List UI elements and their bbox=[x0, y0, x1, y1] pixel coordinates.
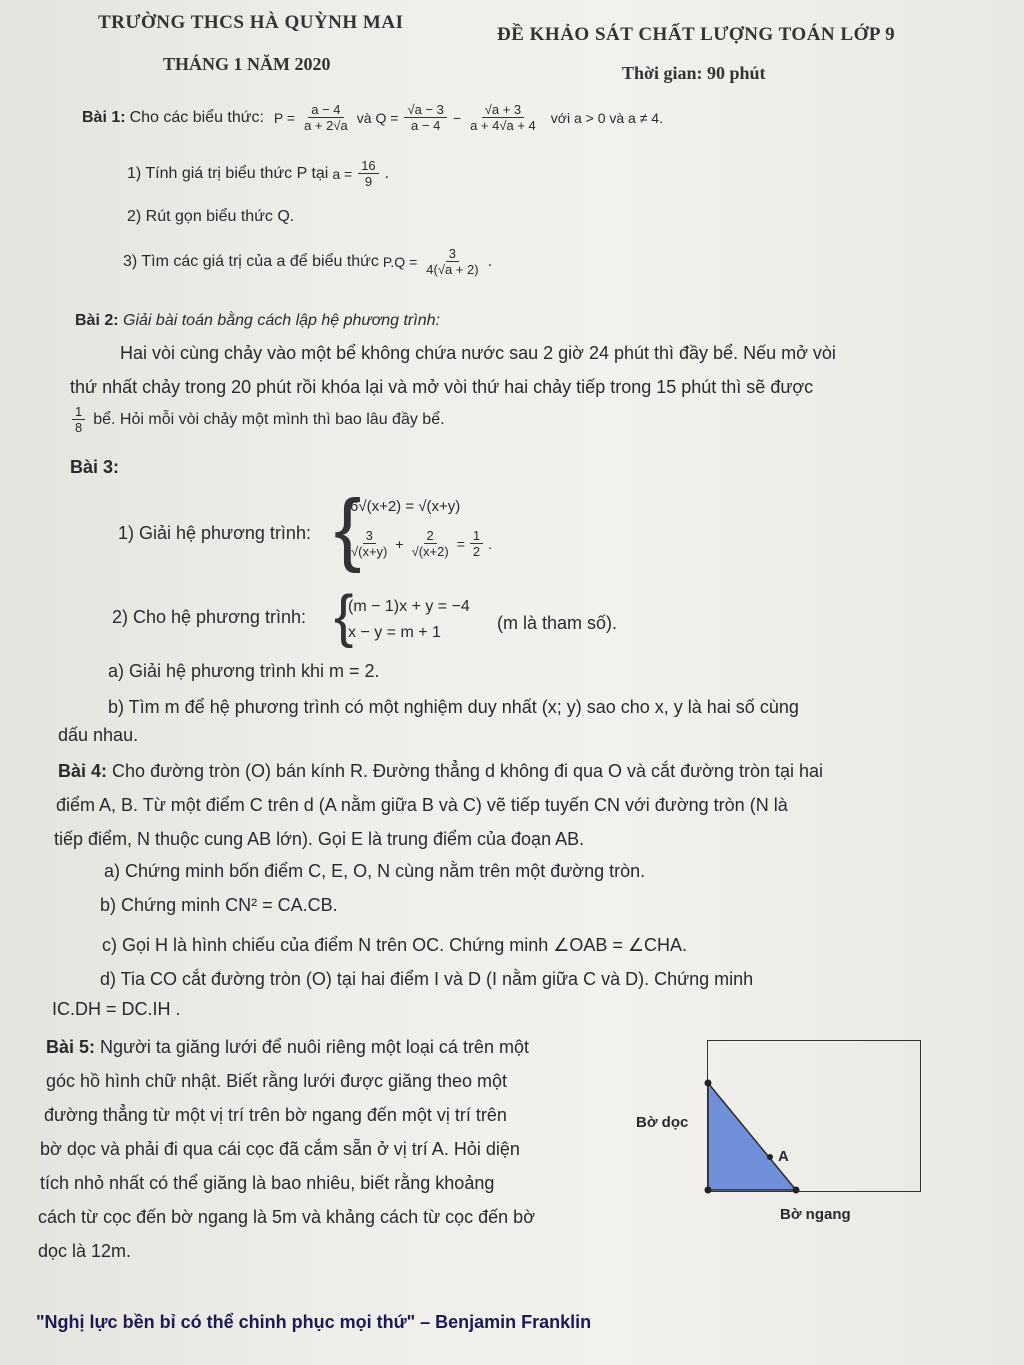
bai2-line3-text: bể. Hỏi mỗi vòi chảy một mình thì bao lâu đầy bể. bbox=[93, 410, 445, 428]
sys1-f1-den: √(x+y) bbox=[351, 544, 388, 559]
sys1-f1-num: 3 bbox=[363, 528, 376, 544]
bai1-q1-den: 9 bbox=[364, 174, 373, 189]
minus-sign: − bbox=[452, 109, 462, 126]
bai3-label bbox=[70, 454, 119, 480]
sys1-f3-num: 1 bbox=[470, 528, 483, 544]
point-on-ngang bbox=[793, 1187, 800, 1194]
and-word: và bbox=[356, 109, 372, 126]
bai4-label: Bài 4: bbox=[58, 761, 108, 781]
bai1-q3-num: 3 bbox=[446, 246, 459, 262]
sys1-f2-num: 2 bbox=[424, 528, 437, 544]
school-name: TRƯỜNG THCS HÀ QUỲNH MAI bbox=[98, 12, 404, 33]
exam-title: ĐỀ KHẢO SÁT CHẤT LƯỢNG TOÁN LỚP 9 bbox=[497, 24, 896, 45]
sys1-f2-den: √(x+2) bbox=[411, 544, 449, 559]
system2-note: (m là tham số). bbox=[497, 613, 618, 633]
bai3-qb-line2: dấu nhau. bbox=[58, 725, 139, 745]
p-fraction bbox=[301, 102, 351, 133]
bai1-q3 bbox=[123, 246, 492, 277]
q-denominator-2: a + 4√a + 4 bbox=[470, 118, 536, 133]
bai3-q1: 1) Giải hệ phương trình: bbox=[118, 523, 311, 543]
q-fraction-1 bbox=[404, 102, 446, 133]
q-numerator-1: √a − 3 bbox=[404, 102, 446, 118]
q-denominator-1: a − 4 bbox=[411, 118, 441, 133]
bai2-title: Giải bài toán bằng cách lập hệ phương trình: bbox=[123, 312, 440, 329]
bai4-qa: a) Chứng minh bốn điểm C, E, O, N cùng nằm trên một đường tròn. bbox=[104, 861, 646, 881]
sys1-equals: = bbox=[456, 535, 465, 552]
bai4-qb: b) Chứng minh CN² = CA.CB. bbox=[100, 895, 338, 915]
bai1-statement bbox=[82, 102, 663, 133]
exam-month: THÁNG 1 NĂM 2020 bbox=[163, 54, 331, 74]
p-equals: P = bbox=[273, 109, 296, 126]
bai4-line3: tiếp điểm, N thuộc cung AB lớn). Gọi E là trung điểm của đoạn AB. bbox=[54, 829, 585, 849]
sys1-plus: + bbox=[395, 535, 404, 552]
p-denominator: a + 2√a bbox=[304, 118, 348, 133]
bai5-line7: dọc là 12m. bbox=[38, 1241, 132, 1261]
bai1-q3-end: . bbox=[487, 252, 493, 270]
bai5-line1 bbox=[46, 1034, 529, 1060]
bai3-label-text: Bài 3: bbox=[70, 457, 120, 477]
system2-eq2: x − y = m + 1 bbox=[348, 624, 441, 641]
sys1-frac1 bbox=[348, 528, 390, 559]
bai1-q1-fraction bbox=[358, 158, 378, 189]
bai2-frac-num: 1 bbox=[72, 404, 85, 420]
bai1-q2: 2) Rút gọn biểu thức Q. bbox=[127, 208, 295, 225]
bai5-line1-text: Người ta giăng lưới để nuôi riêng một loại cá trên một bbox=[100, 1037, 529, 1057]
bai5-label: Bài 5: bbox=[46, 1037, 96, 1057]
system1-eq1: 6√(x+2) = √(x+y) bbox=[350, 498, 461, 515]
system2-brace: { bbox=[334, 584, 354, 649]
bai1-q3-eq: P.Q = bbox=[382, 253, 418, 270]
bai1-q1-end: . bbox=[384, 164, 390, 182]
bai3-qa: a) Giải hệ phương trình khi m = 2. bbox=[108, 661, 380, 681]
p-numerator: a − 4 bbox=[308, 102, 343, 118]
sys1-f3-den: 2 bbox=[472, 544, 481, 559]
exam-time: Thời gian: 90 phút bbox=[622, 63, 766, 83]
bai2-label: Bài 2: bbox=[75, 312, 119, 329]
bai2-title-line bbox=[75, 308, 440, 334]
q-equals: Q = bbox=[375, 109, 399, 126]
bai5-line6: cách từ cọc đến bờ ngang là 5m và khảng cách từ cọc đến bờ bbox=[38, 1207, 535, 1227]
bai1-condition: với a > 0 và a ≠ 4. bbox=[550, 109, 663, 126]
bai3-q2: 2) Cho hệ phương trình: bbox=[112, 607, 306, 627]
sys1-end: . bbox=[488, 535, 493, 552]
bai2-frac-den: 8 bbox=[75, 420, 83, 435]
bai1-intro: Cho các biểu thức: bbox=[129, 108, 264, 126]
footer-quote: "Nghị lực bền bỉ có thể chinh phục mọi thứ" – Benjamin Franklin bbox=[36, 1312, 592, 1332]
bai5-line2: góc hồ hình chữ nhật. Biết rằng lưới được giăng theo một bbox=[46, 1071, 508, 1091]
net-area-triangle bbox=[708, 1083, 796, 1190]
corner-point bbox=[705, 1187, 712, 1194]
bai4-qd-line1: d) Tia CO cắt đường tròn (O) tại hai điểm I và D (I nằm giữa C và D). Chứng minh bbox=[100, 969, 754, 989]
label-bo-doc: Bờ dọc bbox=[636, 1114, 689, 1131]
bai2-line2: thứ nhất chảy trong 20 phút rồi khóa lại và mở vòi thứ hai chảy tiếp trong 15 phút thì sẽ được bbox=[70, 377, 814, 397]
bai1-q1 bbox=[127, 158, 389, 189]
bai4-line2: điểm A, B. Từ một điểm C trên d (A nằm giữa B và C) vẽ tiếp tuyến CN với đường tròn (N là bbox=[56, 795, 788, 815]
bai1-q3-fraction bbox=[423, 246, 481, 277]
bai2-fraction bbox=[72, 404, 85, 435]
sys1-frac3 bbox=[470, 528, 483, 559]
bai5-line5: tích nhỏ nhất có thể giăng là bao nhiêu, biết rằng khoảng bbox=[40, 1173, 495, 1193]
system1-eq2 bbox=[346, 528, 492, 559]
bai1-q3-text: 3) Tìm các giá trị của a để biểu thức bbox=[123, 252, 379, 270]
label-bo-ngang: Bờ ngang bbox=[780, 1206, 851, 1223]
bai1-q1-a: a = bbox=[332, 165, 353, 182]
bai4-line1-text: Cho đường tròn (O) bán kính R. Đường thẳng d không đi qua O và cắt đường tròn tại hai bbox=[112, 761, 824, 781]
bai1-q3-den: 4(√a + 2) bbox=[426, 262, 479, 277]
bai4-qc: c) Gọi H là hình chiếu của điểm N trên OC. Chứng minh ∠OAB = ∠CHA. bbox=[102, 935, 688, 955]
system2-eq1: (m − 1)x + y = −4 bbox=[348, 598, 470, 615]
bai1-q1-text: 1) Tính giá trị biểu thức P tại bbox=[127, 164, 329, 182]
bai3-qb-line1: b) Tìm m để hệ phương trình có một nghiệm duy nhất (x; y) sao cho x, y là hai số cùng bbox=[108, 697, 799, 717]
bai4-line1 bbox=[58, 758, 823, 784]
stake-point-a bbox=[767, 1154, 773, 1160]
q-numerator-2: √a + 3 bbox=[482, 102, 524, 118]
label-a: A bbox=[778, 1148, 789, 1165]
point-on-doc bbox=[705, 1080, 712, 1087]
bai4-qd-line2: IC.DH = DC.IH . bbox=[52, 999, 181, 1019]
system1-brace: { bbox=[334, 483, 362, 574]
bai1-label: Bài 1: bbox=[82, 108, 126, 126]
bai2-line3 bbox=[70, 404, 445, 435]
bai1-q1-num: 16 bbox=[358, 158, 378, 174]
bai5-line4: bờ dọc và phải đi qua cái cọc đã cắm sẵn ở vị trí A. Hỏi diện bbox=[40, 1139, 520, 1159]
bai5-line3: đường thẳng từ một vị trí trên bờ ngang đến một vị trí trên bbox=[44, 1105, 507, 1125]
sys1-frac2 bbox=[409, 528, 452, 559]
bai2-line1: Hai vòi cùng chảy vào một bể không chứa nước sau 2 giờ 24 phút thì đầy bể. Nếu mở vòi bbox=[120, 343, 836, 363]
q-fraction-2 bbox=[467, 102, 539, 133]
net-triangle bbox=[700, 1075, 820, 1200]
